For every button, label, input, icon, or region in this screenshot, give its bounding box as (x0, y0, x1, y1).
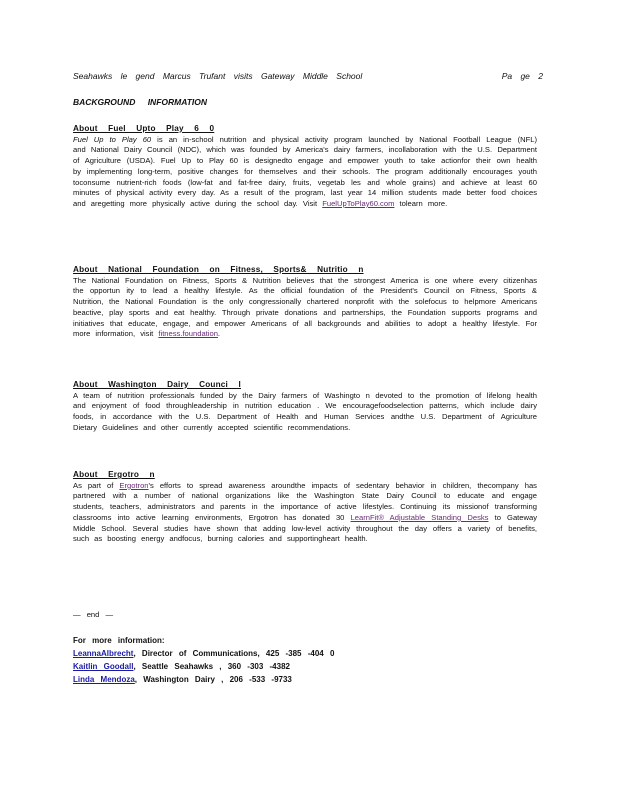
body-tail: . (217, 329, 221, 339)
body-tail: to Gateway Middle School. Several studies have shown that adding low-level activity throughout the day offers a variety of benefits, such as boosting energy andfocus, burning calories and supportingheart health. (73, 512, 538, 544)
section-nff (73, 265, 537, 340)
section-fuel-up (73, 124, 537, 210)
fuel-up-link[interactable]: FuelUpToPlay60.com (322, 198, 395, 208)
contact-name-link[interactable]: Linda Mendoza (73, 675, 135, 684)
more-info-title: For more information: (73, 636, 165, 645)
contact-line (73, 647, 334, 660)
end-mark: — end — (73, 610, 114, 619)
page-number: Pa ge 2 (501, 71, 543, 81)
learnfit-desks-link[interactable]: LearnFit® Adjustable Standing Desks (350, 512, 489, 522)
contact-details: , Washington Dairy , 206 -533 -9733 (134, 675, 292, 684)
body-lead: As part of (73, 480, 120, 490)
section-body (73, 481, 537, 545)
contact-details: , Seattle Seahawks , 360 -303 -4382 (133, 662, 290, 671)
header-title: Seahawks le gend Marcus Trufant visits Gateway Middle School (73, 71, 363, 81)
section-heading: About Washington Dairy Counci l (73, 380, 241, 389)
contact-details: , Director of Communications, 425 -385 -404 0 (133, 649, 335, 658)
contact-line (73, 660, 334, 673)
section-heading: About National Foundation on Fitness, Sports& Nutritio n (73, 265, 364, 274)
ergotron-link[interactable]: Ergotron (119, 480, 149, 490)
section-wdc (73, 380, 537, 434)
body-tail: tolearn more. (394, 198, 448, 208)
fitness-foundation-link[interactable]: fitness.foundation (158, 329, 218, 339)
program-name: Fuel Up to Play 60 (73, 134, 152, 144)
contact-line (73, 673, 334, 686)
section-body (73, 135, 537, 210)
body-text: is an in-school nutrition and physical activity program launched by National Football League (NFL) and National Dairy Council (NDC), which was founded by America's dairy farmers, incollaboration with the U.S. Department of Agriculture (USDA). Fuel Up to Play 60 is designedto engage and empower youth to take actionfor their own health by implementing long-term, positive changes for themselves and their schools. The program additionally encourages youth toconsume nutrient-rich foods (low-fat and fat-free dairy, fruits, vegetab les and whole grains) and achieve at least 60 minutes of physical activity every day. As a result of the program, last year 14 million students made better food choices and aregetting more physically active during the school day. Visit (73, 134, 537, 208)
contact-name-link[interactable]: Kaitlin Goodall (73, 662, 134, 671)
more-info (73, 634, 334, 686)
background-title: BACKGROUND INFORMATION (73, 97, 208, 107)
contact-name-link[interactable]: LeannaAlbrecht (73, 649, 134, 658)
section-ergotron (73, 470, 537, 545)
section-heading: About Fuel Upto Play 6 0 (73, 124, 215, 133)
body-text: 's efforts to spread awareness aroundthe impacts of sedentary behavior in children, thecompany has partnered with a number of national organizations like the Washington State Dairy Council to educate and engage students, teachers, administrators and parents in the importance of active lifestyles. Continuing its missionof transforming classrooms into active learning environments, Ergotron has donated 30 (73, 480, 537, 522)
section-heading: About Ergotro n (73, 470, 155, 479)
section-body (73, 276, 537, 340)
page-header (73, 71, 543, 81)
body-text: The National Foundation on Fitness, Sports & Nutrition believes that the strongest America is one where every citizenhas the opportun ity to lead a healthy lifestyle. As the official foundation of the President's Council on Fitness, Sports & Nutrition, the National Foundation is the only congressionally chartered nonprofit with the solefocus to helpmore Americans beactive, play sports and eat healthy. Through private donations and partnerships, the Foundation supports programs and initiatives that educate, engage, and empower Americans of all backgrounds and abilities to adopt a healthy lifestyle. For more information, visit (73, 275, 537, 339)
section-body: A team of nutrition professionals funded by the Dairy farmers of Washingto n devoted to the promotion of lifelong health and enjoyment of food throughleadership in nutrition education . We encouragefoodselection patterns, which include dairy foods, in accordance with the U.S. Department of Health and Human Services andthe U.S. Department of Agriculture Dietary Guidelines and other currently accepted scientific recommendations. (73, 390, 537, 432)
